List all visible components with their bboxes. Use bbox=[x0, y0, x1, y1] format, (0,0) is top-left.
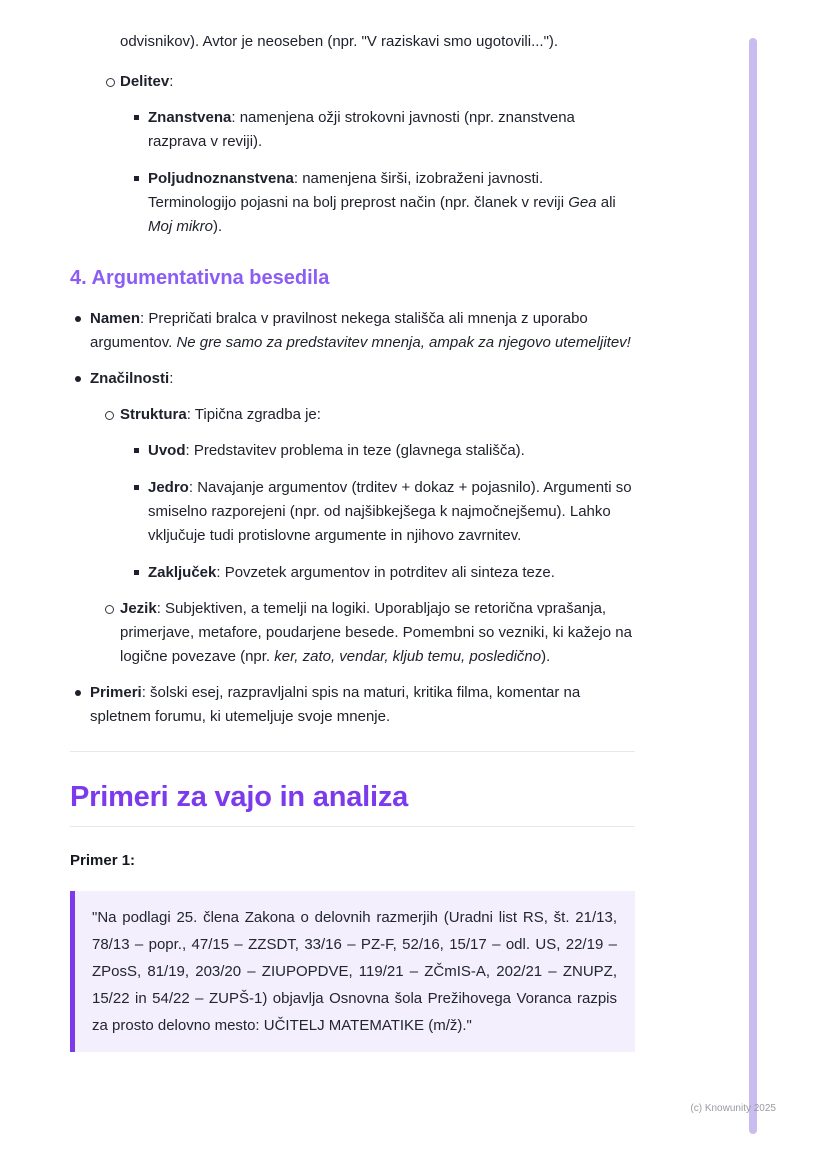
list-item-poljudnoznanstvena bbox=[120, 167, 635, 239]
term-label: Uvod bbox=[148, 442, 186, 459]
term-label: Jedro bbox=[148, 479, 189, 496]
list-item-namen bbox=[70, 307, 635, 355]
term-text: : namenjena ožji strokovni javnosti (npr. znanstvena razprava v reviji). bbox=[148, 109, 575, 150]
term-text: ). bbox=[541, 648, 551, 665]
list-argumentativna bbox=[70, 307, 635, 729]
term-label: Delitev bbox=[120, 73, 170, 90]
term-text: : bbox=[169, 73, 174, 90]
emphasis-text: Moj mikro bbox=[148, 218, 214, 235]
page-heading-primeri-za-vajo: Primeri za vajo in analiza bbox=[70, 780, 635, 827]
paragraph-continuation: odvisnikov). Avtor je neoseben (npr. "V raziskavi smo ugotovili..."). bbox=[120, 33, 559, 50]
copyright-watermark: (c) Knowunity 2025 bbox=[690, 1103, 776, 1114]
list-item-struktura bbox=[90, 403, 635, 585]
example-label-text: Primer 1: bbox=[70, 852, 136, 869]
emphasis-text: ker, zato, vendar, kljub temu, posledično bbox=[274, 648, 542, 665]
term-label: Struktura bbox=[120, 406, 187, 423]
term-text: : Povzetek argumentov in potrditev ali sinteza teze. bbox=[216, 564, 555, 581]
example-label bbox=[70, 849, 635, 873]
emphasis-text: Gea bbox=[568, 194, 597, 211]
list-item-uvod bbox=[120, 439, 635, 463]
section-heading-argumentativna: 4. Argumentativna besedila bbox=[70, 267, 330, 289]
term-text: : Predstavitev problema in teze (glavnega stališča). bbox=[185, 442, 525, 459]
list-delitev bbox=[70, 70, 635, 239]
list-item-primeri bbox=[70, 681, 635, 729]
term-label: Primeri bbox=[90, 684, 142, 701]
term-label: Namen bbox=[90, 310, 141, 327]
list-item-zakljucek bbox=[120, 561, 635, 585]
list-item-znanstvena bbox=[120, 106, 635, 154]
list-item-jedro bbox=[120, 476, 635, 548]
term-text: : namenjena širši, izobraženi javnosti. Terminologijo pojasni na bolj preprost način (npr. članek v reviji bbox=[148, 170, 569, 211]
term-text: : Prepričati bralca v pravilnost nekega stališča ali mnenja z uporabo argumentov. bbox=[90, 310, 588, 351]
term-text: ). bbox=[213, 218, 223, 235]
list-item-delitev bbox=[70, 70, 635, 239]
term-text: ali bbox=[596, 194, 616, 211]
list-struktura-sub bbox=[120, 439, 635, 585]
scrollbar-thumb[interactable] bbox=[749, 38, 757, 1134]
term-text: : bbox=[169, 370, 174, 387]
term-label: Jezik bbox=[120, 600, 157, 617]
list-delitev-sub bbox=[120, 106, 635, 239]
term-text: : šolski esej, razpravljalni spis na maturi, kritika filma, komentar na spletnem forumu, ki utemeljuje svoje mnenje. bbox=[90, 684, 581, 725]
section-divider bbox=[70, 751, 635, 752]
term-text: : Subjektiven, a temelji na logiki. Uporabljajo se retorična vprašanja, primerjave, metafore, poudarjene besede. Pomembni so vezniki, ki kažejo na logične povezave (npr. bbox=[120, 600, 632, 665]
example-quote: "Na podlagi 25. člena Zakona o delovnih razmerjih (Uradni list RS, št. 21/13, 78/13 – popr., 47/15 – ZZSDT, 33/16 – PZ-F, 52/16, 15/17 – odl. US, 22/19 – ZPosS, 81/19, 203/20 – ZIUPOPDVE, 119/21 – ZČmIS-A, 202/21 – ZNUPZ, 15/22 in 54/22 – ZUPŠ-1) objavlja Osnovna šola Prežihovega Voranca razpis za prosto delovno mesto: UČITELJ MATEMATIKE (m/ž)." bbox=[70, 891, 635, 1052]
emphasis-text: Ne gre samo za predstavitev mnenja, ampak za njegovo utemeljitev! bbox=[176, 334, 631, 351]
term-label: Značilnosti bbox=[90, 370, 170, 387]
term-text: : Navajanje argumentov (trditev + dokaz + pojasnilo). Argumenti so smiselno razporejeni (npr. od najšibkejšega k najmočnejšemu). Lahko vključuje tudi protislovne argumente in njihovo zavrnitev. bbox=[148, 479, 632, 544]
list-item-znacilnosti bbox=[70, 367, 635, 669]
term-label: Zaključek bbox=[148, 564, 217, 581]
term-label: Poljudnoznanstvena bbox=[148, 170, 294, 187]
list-znacilnosti-sub bbox=[90, 403, 635, 669]
term-text: : Tipična zgradba je: bbox=[186, 406, 321, 423]
list-item-jezik bbox=[90, 597, 635, 669]
term-label: Znanstvena bbox=[148, 109, 232, 126]
